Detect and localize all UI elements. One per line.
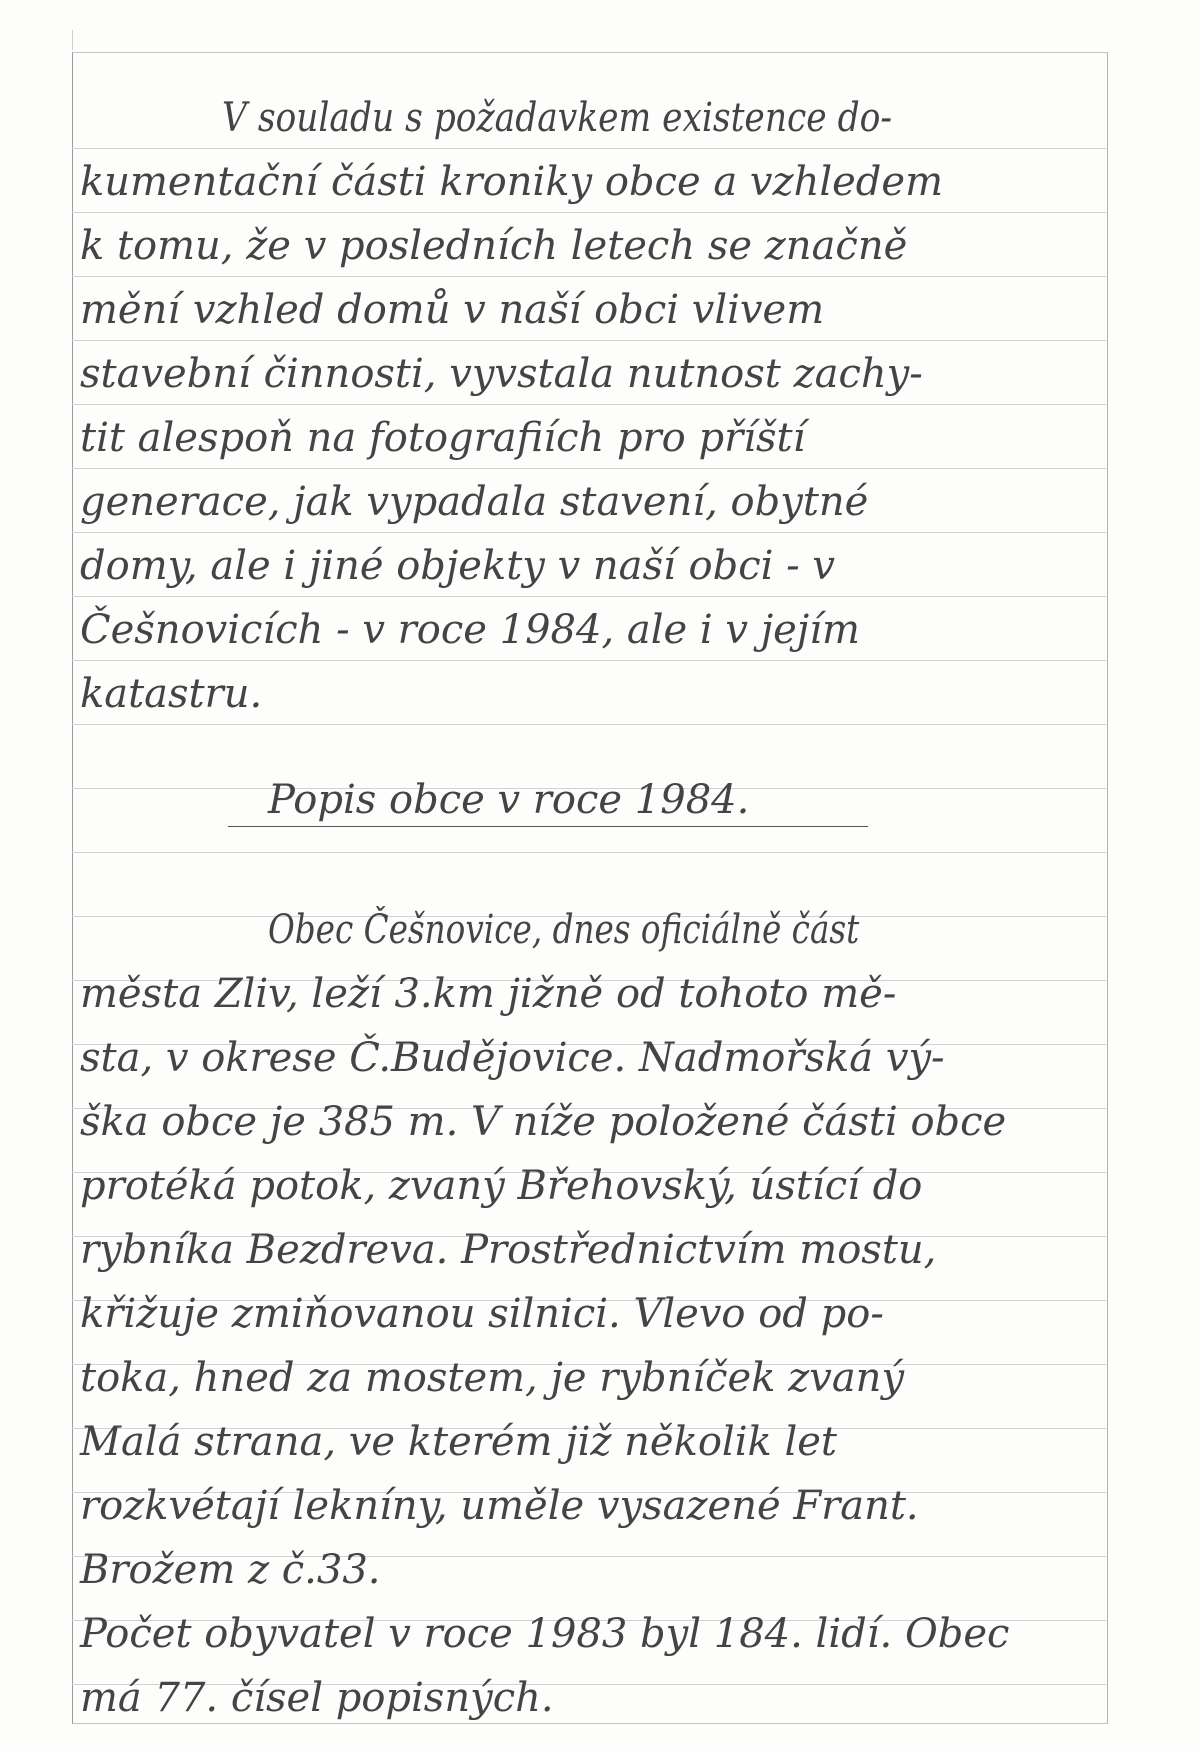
text-line: mění vzhled domů v naší obci vlivem	[80, 287, 825, 333]
text-line: V souladu s požadavkem existence do-	[222, 95, 893, 141]
text-line: domy, ale i jiné objekty v naší obci - v	[80, 543, 835, 589]
text-line: města Zliv, leží 3.km jižně od tohoto mě-	[80, 971, 897, 1017]
text-line: Počet obyvatel v roce 1983 byl 184. lidí. Obec	[80, 1611, 1010, 1657]
text-line: ška obce je 385 m. V níže položené části obce	[80, 1099, 1007, 1145]
text-line: Malá strana, ve kterém již několik let	[80, 1419, 837, 1465]
margin-mark	[72, 30, 73, 50]
text-line: k tomu, že v posledních letech se značně	[80, 223, 908, 269]
heading-underline	[228, 826, 868, 827]
text-line: Brožem z č.33.	[80, 1547, 381, 1593]
text-line: sta, v okrese Č.Budějovice. Nadmořská vý-	[80, 1035, 945, 1081]
text-line: Češnovicích - v roce 1984, ale i v jejím	[80, 607, 860, 653]
text-line: kumentační části kroniky obce a vzhledem	[80, 159, 944, 205]
text-line: rybníka Bezdreva. Prostřednictvím mostu,	[80, 1227, 937, 1273]
text-line: protéká potok, zvaný Břehovský, ústící do	[80, 1163, 923, 1209]
text-line: Obec Češnovice, dnes oficiálně část	[268, 907, 860, 953]
text-line: katastru.	[80, 671, 263, 717]
text-line: má 77. čísel popisných.	[80, 1675, 554, 1721]
text-line: generace, jak vypadala stavení, obytné	[80, 479, 869, 525]
text-line: rozkvétají lekníny, uměle vysazené Frant.	[80, 1483, 919, 1529]
section-heading-text: Popis obce v roce 1984.	[268, 777, 750, 823]
text-line: křižuje zmiňovanou silnici. Vlevo od po-	[80, 1291, 884, 1337]
text-line: toka, hned za mostem, je rybníček zvaný	[80, 1355, 905, 1401]
text-line: stavební činnosti, vyvstala nutnost zachy-	[80, 351, 923, 397]
text-line: tit alespoň na fotografiích pro příští	[80, 415, 806, 461]
section-heading	[228, 768, 868, 832]
rule-line	[72, 852, 1106, 853]
